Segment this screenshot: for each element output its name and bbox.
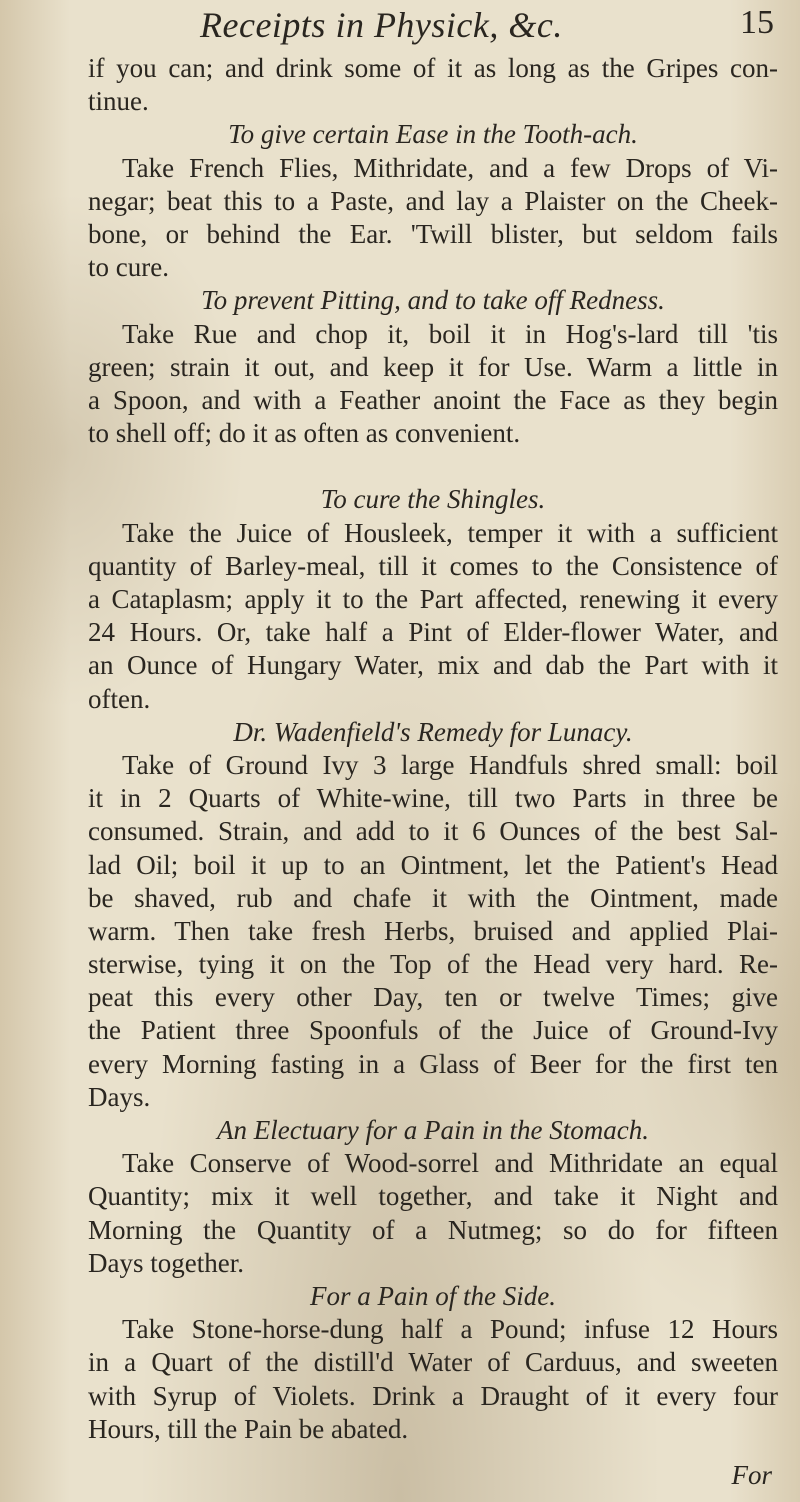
text-line: Days. — [88, 1081, 151, 1112]
text-line: every Morning fasting in a Glass of Beer for the first ten — [88, 1048, 778, 1079]
body-text — [88, 52, 778, 1446]
recipe-heading: To cure the Shingles. — [320, 484, 546, 515]
text-line: warm. Then take fresh Herbs, bruised and applied Plai- — [88, 915, 778, 946]
page-number: 15 — [740, 4, 774, 41]
text-line: if you can; and drink some of it as long as the Gripes con- — [88, 53, 778, 83]
text-line: Quantity; mix it well together, and take it Night and — [88, 1181, 778, 1212]
text-line: peat this every other Day, ten or twelve Times; give — [88, 982, 778, 1013]
text-line: Take Stone-horse-dung half a Pound; infuse 12 Hours — [122, 1314, 778, 1345]
text-line: with Syrup of Violets. Drink a Draught of it every four — [88, 1380, 778, 1411]
text-line: quantity of Barley-meal, till it comes to the Consistence of — [88, 550, 778, 581]
text-line: sterwise, tying it on the Top of the Head very hard. Re- — [88, 949, 778, 980]
text-line: Take Conserve of Wood-sorrel and Mithridate an equal — [122, 1148, 778, 1179]
text-line: be shaved, rub and chafe it with the Ointment, made — [88, 882, 778, 913]
recipe-heading: For a Pain of the Side. — [310, 1280, 556, 1311]
text-line — [88, 450, 778, 483]
text-line: consumed. Strain, and add to it 6 Ounces of the best Sal- — [88, 816, 778, 847]
text-line: Take of Ground Ivy 3 large Handfuls shred small: boil — [122, 749, 778, 780]
text-line: the Patient three Spoonfuls of the Juice of Ground-Ivy — [88, 1015, 778, 1046]
text-line: Take the Juice of Housleek, temper it with a sufficient — [122, 517, 778, 548]
text-line: an Ounce of Hungary Water, mix and dab the Part with it — [88, 650, 778, 681]
text-line: to cure. — [88, 252, 169, 283]
recipe-heading: To give certain Ease in the Tooth-ach. — [228, 119, 638, 150]
text-line: negar; beat this to a Paste, and lay a Plaister on the Cheek- — [88, 185, 778, 216]
text-line: tinue. — [88, 86, 149, 117]
text-line: Morning the Quantity of a Nutmeg; so do for fifteen — [88, 1214, 778, 1245]
text-line: lad Oil; boil it up to an Ointment, let the Patient's Head — [88, 849, 778, 880]
text-line: Take Rue and chop it, boil it in Hog's-lard till 'tis — [122, 318, 778, 349]
running-head — [90, 4, 780, 48]
text-line: Take French Flies, Mithridate, and a few Drops of Vi- — [122, 152, 778, 183]
text-line: Hours, till the Pain be abated. — [88, 1413, 409, 1444]
text-line: Days together. — [88, 1247, 244, 1278]
text-line: it in 2 Quarts of White-wine, till two Parts in three be — [88, 783, 778, 814]
text-line: 24 Hours. Or, take half a Pint of Elder-flower Water, and — [88, 617, 778, 648]
recipe-heading: To prevent Pitting, and to take off Redness. — [201, 285, 665, 316]
text-line: to shell off; do it as often as convenient. — [88, 418, 521, 449]
text-line: in a Quart of the distill'd Water of Carduus, and sweeten — [88, 1347, 778, 1378]
catchword: For — [731, 1460, 772, 1490]
recipe-heading: An Electuary for a Pain in the Stomach. — [217, 1115, 649, 1145]
text-line: a Spoon, and with a Feather anoint the Face as they begin — [88, 384, 778, 415]
text-line: a Cataplasm; apply it to the Part affected, renewing it every — [88, 584, 778, 614]
text-line: often. — [88, 683, 151, 714]
recipe-heading: Dr. Wadenfield's Remedy for Lunacy. — [233, 716, 633, 747]
text-line: bone, or behind the Ear. 'Twill blister, but seldom fails — [88, 218, 778, 249]
running-head-title: Receipts in Physick, &c. — [200, 5, 563, 45]
text-line: green; strain it out, and keep it for Use. Warm a little in — [88, 351, 778, 382]
